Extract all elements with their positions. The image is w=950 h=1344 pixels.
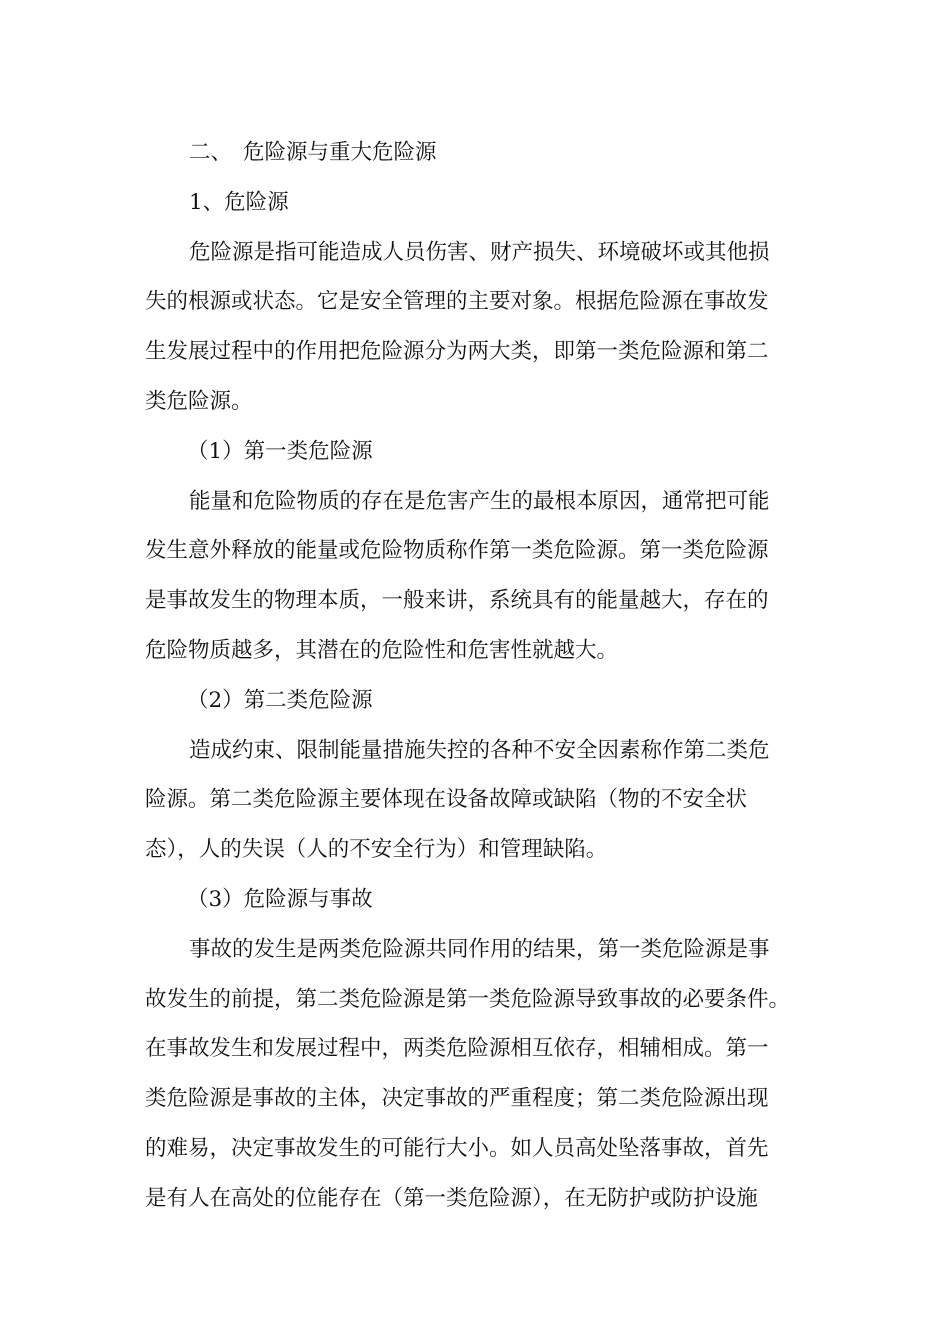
section-number: 二、 <box>189 140 233 165</box>
item-heading-second-type: （2）第二类危险源 <box>187 687 373 713</box>
paragraph-line: 事故的发生是两类危险源共同作用的结果，第一类危险源是事 <box>189 936 770 962</box>
paragraph-line: 是事故发生的物理本质，一般来讲，系统具有的能量越大，存在的 <box>145 588 769 614</box>
subsection-heading: 1、危险源 <box>189 189 289 215</box>
paragraph-hazard-and-accident <box>145 925 813 1224</box>
paragraph-line: 失的根源或状态。它是安全管理的主要对象。根据危险源在事故发 <box>145 289 769 315</box>
paragraph-line: 类危险源是事故的主体，决定事故的严重程度；第二类危险源出现 <box>145 1086 769 1112</box>
section-title: 危险源与重大危险源 <box>243 140 437 165</box>
paragraph-line: 生发展过程中的作用把危险源分为两大类，即第一类危险源和第二 <box>145 339 769 365</box>
paragraph-line: 类危险源。 <box>145 388 253 414</box>
paragraph-line: 故发生的前提，第二类危险源是第一类危险源导致事故的必要条件。 <box>145 986 791 1012</box>
item-heading-hazard-and-accident: （3）危险源与事故 <box>187 886 373 912</box>
document-body <box>145 128 813 1224</box>
paragraph-line: 发生意外释放的能量或危险物质称作第一类危险源。第一类危险源 <box>145 538 769 564</box>
paragraph-line: 的难易，决定事故发生的可能行大小。如人员高处坠落事故，首先 <box>145 1135 769 1161</box>
section-heading <box>145 128 813 178</box>
paragraph-line: 造成约束、限制能量措施失控的各种不安全因素称作第二类危 <box>189 737 770 763</box>
paragraph-line: 在事故发生和发展过程中，两类危险源相互依存，相辅相成。第一 <box>145 1036 769 1062</box>
paragraph-definition <box>145 228 813 427</box>
paragraph-line: 是有人在高处的位能存在（第一类危险源），在无防护或防护设施 <box>145 1185 758 1211</box>
item-heading-first-type: （1）第一类危险源 <box>187 438 373 464</box>
paragraph-line: 能量和危险物质的存在是危害产生的最根本原因，通常把可能 <box>189 488 770 514</box>
paragraph-line: 态），人的失误（人的不安全行为）和管理缺陷。 <box>145 837 608 863</box>
paragraph-line: 危险物质越多，其潜在的危险性和危害性就越大。 <box>145 637 619 663</box>
paragraph-line: 险源。第二类危险源主要体现在设备故障或缺陷（物的不安全状 <box>145 787 748 813</box>
paragraph-first-type <box>145 477 813 676</box>
paragraph-second-type <box>145 726 813 875</box>
paragraph-line: 危险源是指可能造成人员伤害、财产损失、环境破坏或其他损 <box>189 239 770 265</box>
